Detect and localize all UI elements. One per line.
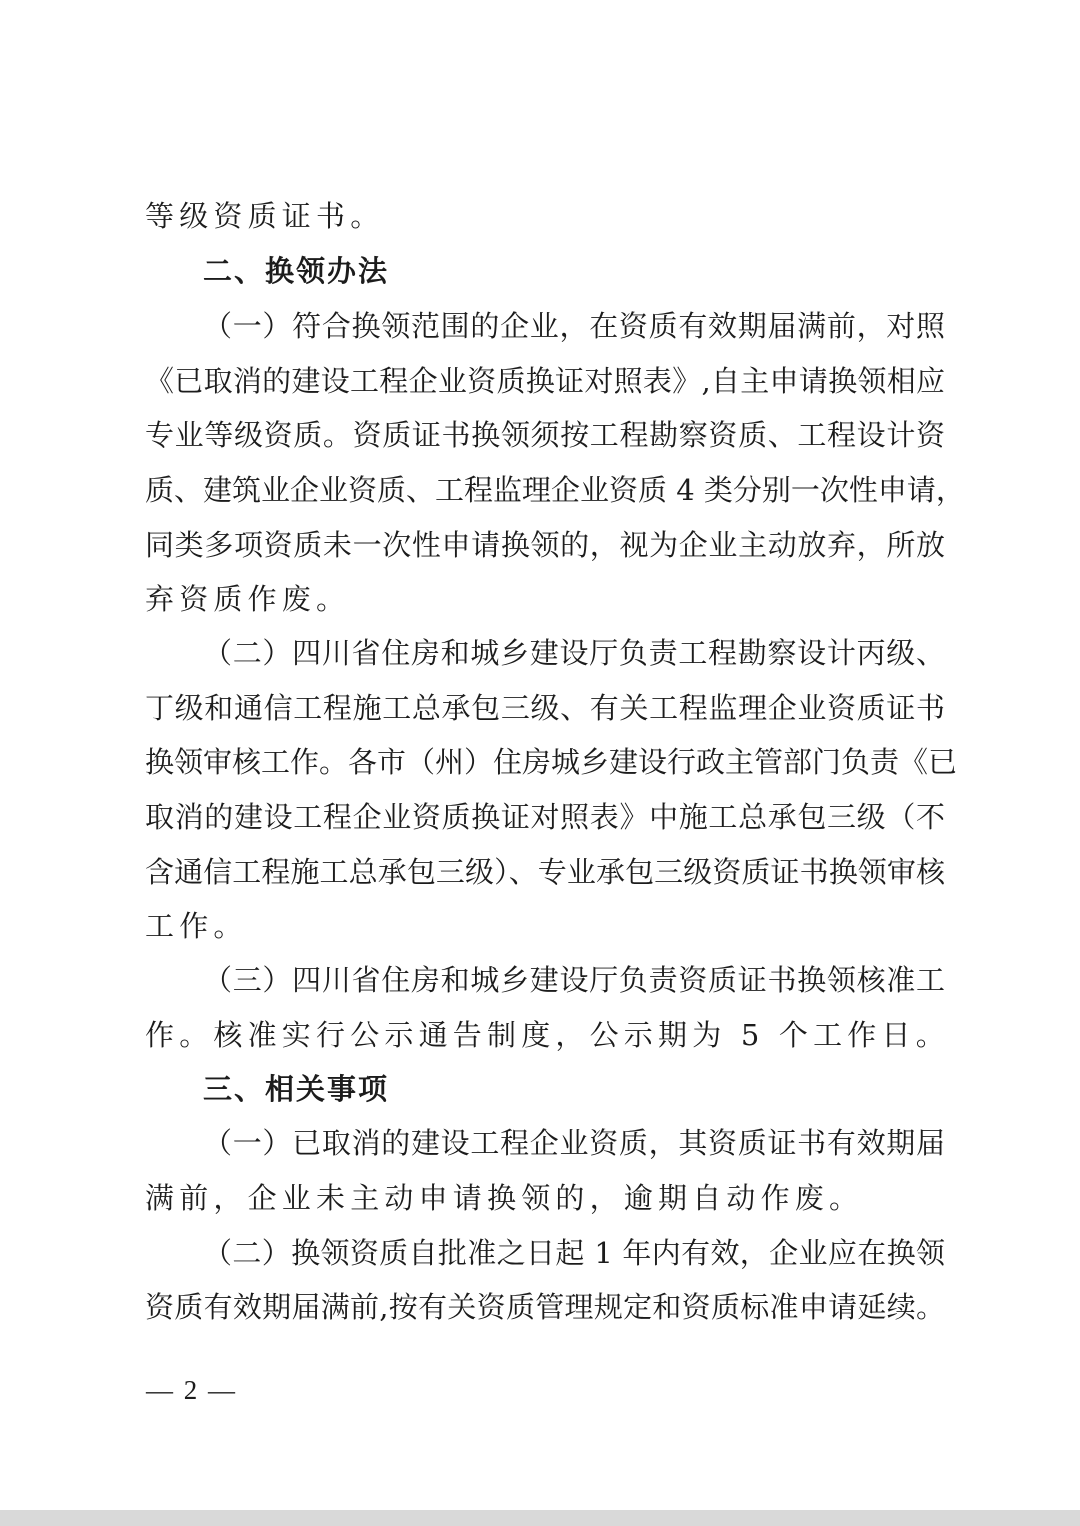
paragraph-line: 同类多项资质未一次性申请换领的，视为企业主动放弃，所放 <box>145 528 945 562</box>
paragraph-line: 弃资质作废。 <box>145 582 351 616</box>
paragraph-line: 《已取消的建设工程企业资质换证对照表》,自主申请换领相应 <box>145 364 945 398</box>
bottom-scroll-edge <box>0 1510 1080 1526</box>
paragraph-line: （二）四川省住房和城乡建设厅负责工程勘察设计丙级、 <box>203 636 945 670</box>
paragraph-line: 满前，企业未主动申请换领的，逾期自动作废。 <box>145 1181 864 1215</box>
paragraph-line: （一）已取消的建设工程企业资质，其资质证书有效期届 <box>203 1126 945 1160</box>
paragraph-line: 质、建筑业企业资质、工程监理企业资质 4 类分别一次性申请， <box>145 473 965 507</box>
paragraph-line: 工作。 <box>145 909 248 943</box>
paragraph-line: （三）四川省住房和城乡建设厅负责资质证书换领核准工 <box>203 963 945 997</box>
paragraph-line: 作。核准实行公示通告制度，公示期为 5 个工作日。 <box>145 1018 950 1052</box>
paragraph-line: （一）符合换领范围的企业，在资质有效期届满前，对照 <box>203 309 945 343</box>
paragraph-line: 专业等级资质。资质证书换领须按工程勘察资质、工程设计资 <box>145 418 945 452</box>
paragraph-line: （二）换领资质自批准之日起 1 年内有效，企业应在换领 <box>203 1236 945 1270</box>
section-heading-related-matters: 三、相关事项 <box>203 1072 390 1106</box>
paragraph-line: 丁级和通信工程施工总承包三级、有关工程监理企业资质证书 <box>145 691 945 725</box>
page-number: — 2 — <box>146 1375 237 1405</box>
paragraph-line: 换领审核工作。各市（州）住房城乡建设行政主管部门负责《已 <box>145 745 958 779</box>
section-heading-exchange-method: 二、换领办法 <box>203 254 390 288</box>
paragraph-line: 取消的建设工程企业资质换证对照表》中施工总承包三级（不 <box>145 800 945 834</box>
paragraph-line: 资质有效期届满前,按有关资质管理规定和资质标准申请延续。 <box>145 1290 945 1324</box>
paragraph-continuation-line: 等级资质证书。 <box>145 199 385 233</box>
paragraph-line: 含通信工程施工总承包三级）、专业承包三级资质证书换领审核 <box>145 855 945 889</box>
